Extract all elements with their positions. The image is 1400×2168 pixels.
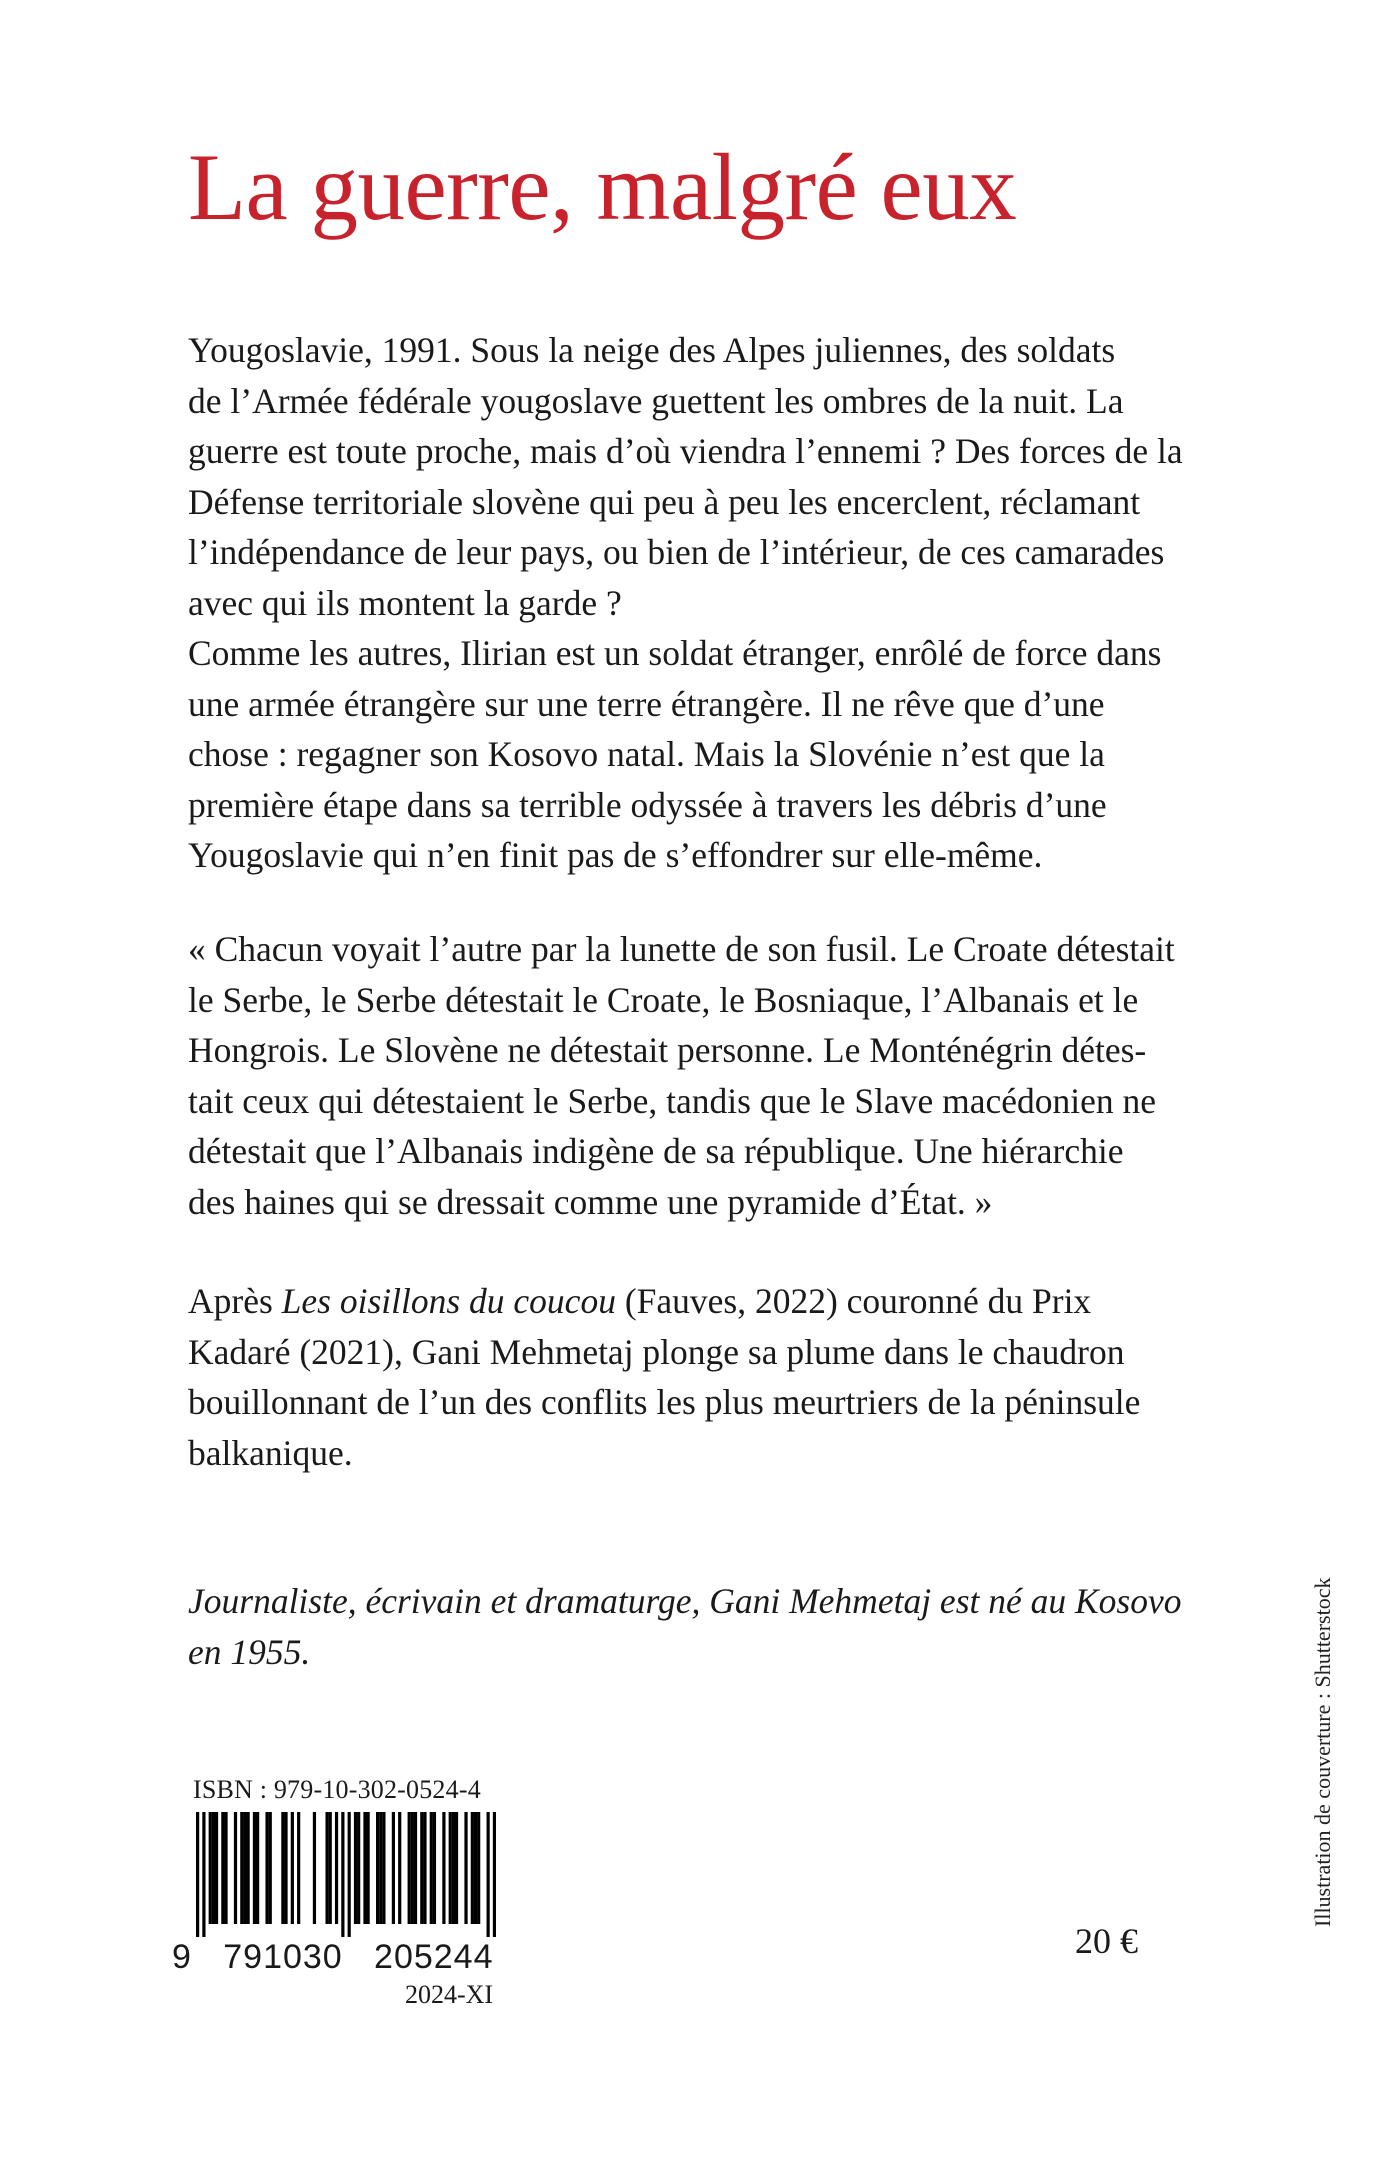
barcode-bar [265,1812,268,1924]
barcode-bar [449,1812,452,1924]
barcode-bar [253,1812,256,1924]
barcode-bar [234,1812,237,1924]
edition-code: 2024-XI [405,1980,494,2009]
author-bio [188,1576,1190,1677]
barcode-bar [269,1812,272,1924]
barcode-bar [297,1812,300,1924]
barcode-bar [243,1812,246,1924]
isbn-label: ISBN : 979-10-302-0524-4 [193,1775,481,1804]
barcode-bar [408,1812,411,1924]
barcode-bar [411,1812,414,1924]
barcode-bar [221,1812,224,1924]
book-title: La guerre, malgré eux [188,134,1017,240]
barcode-bar [357,1812,360,1924]
barcode-bar [379,1812,382,1924]
barcode-bar [398,1812,401,1924]
barcode-bar [471,1812,474,1924]
synopsis-line: une armée étrangère sur une terre étrangère. Il ne rêve que d’une [188,683,1105,724]
barcode-bar [240,1812,243,1924]
barcode-bar [376,1812,379,1924]
barcode-bar [493,1812,496,1937]
barcode-bar [291,1812,294,1924]
barcode-bar [430,1812,433,1924]
barcode-bar [341,1812,344,1937]
previous-work-line-rest: (Fauves, 2022) couronné du Prix [615,1281,1092,1321]
quote-line: détestait que l’Albanais indigène de sa république. Une hiérarchie [188,1131,1124,1171]
synopsis-line: Défense territoriale slovène qui peu à peu les encerclent, réclamant [188,481,1141,522]
previous-work-line [188,1276,1190,1327]
barcode-bar [284,1812,287,1924]
previous-work-line: bouillonnant de l’un des conflits les plus meurtriers de la péninsule [188,1382,1141,1422]
barcode-bar [433,1812,436,1924]
quote-line: tait ceux qui détestaient le Serbe, tandis que le Slave macédonien ne [188,1080,1157,1121]
barcode-bar [452,1812,455,1924]
barcode-bar [414,1812,417,1924]
barcode-bar [196,1812,199,1937]
synopsis-line: avec qui ils montent la garde ? [188,582,622,623]
barcode-bar [487,1812,490,1937]
barcode-bar [382,1812,385,1924]
barcode-bar [455,1812,458,1924]
barcode-bar [348,1812,351,1937]
quote-line: Hongrois. Le Slovène ne détestait personne. Le Monténégrin détes- [188,1030,1147,1070]
barcode-bar [367,1812,370,1924]
quote-line: « Chacun voyait l’autre par la lunette de son fusil. Le Croate détestait [188,929,1175,969]
previous-work-line: Kadaré (2021), Gani Mehmetaj plonge sa plume dans le chaudron [188,1331,1125,1372]
barcode-bar [256,1812,259,1924]
price: 20 € [1075,1921,1138,1961]
synopsis [188,325,1190,881]
barcode-bar [442,1812,445,1924]
barcode-bar [281,1812,284,1924]
synopsis-line: Yougoslavie qui n’en finit pas de s’effondrer sur elle-même. [188,835,1043,875]
barcode-bar [215,1812,218,1924]
barcode-bar [354,1812,357,1924]
barcode-digits: 9 791030 205244 [172,1938,494,1976]
barcode-bar [329,1812,332,1924]
barcode-bar [325,1812,328,1924]
bio-line: Journaliste, écrivain et dramaturge, Gani Mehmetaj est né au Kosovo [188,1581,1182,1621]
synopsis-line: Comme les autres, Ilirian est un soldat étranger, enrôlé de force dans [188,633,1162,673]
barcode-bar [423,1812,426,1924]
previous-work-lead: Après [188,1281,282,1321]
quote-line: le Serbe, le Serbe détestait le Croate, le Bosniaque, l’Albanais et le [188,979,1139,1020]
cover-credit: Illustration de couverture : Shutterstock [1310,1577,1335,1927]
previous-work-line: balkanique. [188,1432,353,1473]
barcode-bar [212,1812,215,1924]
synopsis-line: guerre est toute proche, mais d’où viendra l’ennemi ? Des forces de la [188,431,1183,471]
barcode-bar [209,1812,212,1924]
quote-line: des haines qui se dressait comme une pyramide d’État. » [188,1181,993,1222]
barcode-bar [335,1812,338,1924]
synopsis-line: de l’Armée fédérale yougoslave guettent les ombres de la nuit. La [188,380,1124,421]
barcode-bar [477,1812,480,1924]
bio-line: en 1955. [188,1631,311,1672]
barcode-bar [224,1812,227,1924]
barcode-icon [196,1812,496,1937]
barcode-bar [464,1812,467,1924]
excerpt-quote [188,924,1190,1227]
barcode-bar [392,1812,395,1924]
previous-book-title: Les oisillons du coucou [281,1281,616,1321]
barcode-bar [247,1812,250,1924]
barcode-bar [474,1812,477,1924]
synopsis-line: première étape dans sa terrible odyssée à travers les débris d’une [188,784,1107,825]
barcode-bar [420,1812,423,1924]
barcode-bar [313,1812,316,1924]
barcode-bar [363,1812,366,1924]
previous-work-paragraph [188,1276,1190,1478]
synopsis-line: Yougoslavie, 1991. Sous la neige des Alpes juliennes, des soldats [188,330,1116,370]
synopsis-line: chose : regagner son Kosovo natal. Mais la Slovénie n’est que la [188,734,1105,774]
synopsis-line: l’indépendance de leur pays, ou bien de l’intérieur, de ces camarades [188,532,1165,572]
barcode-bar [202,1812,205,1937]
